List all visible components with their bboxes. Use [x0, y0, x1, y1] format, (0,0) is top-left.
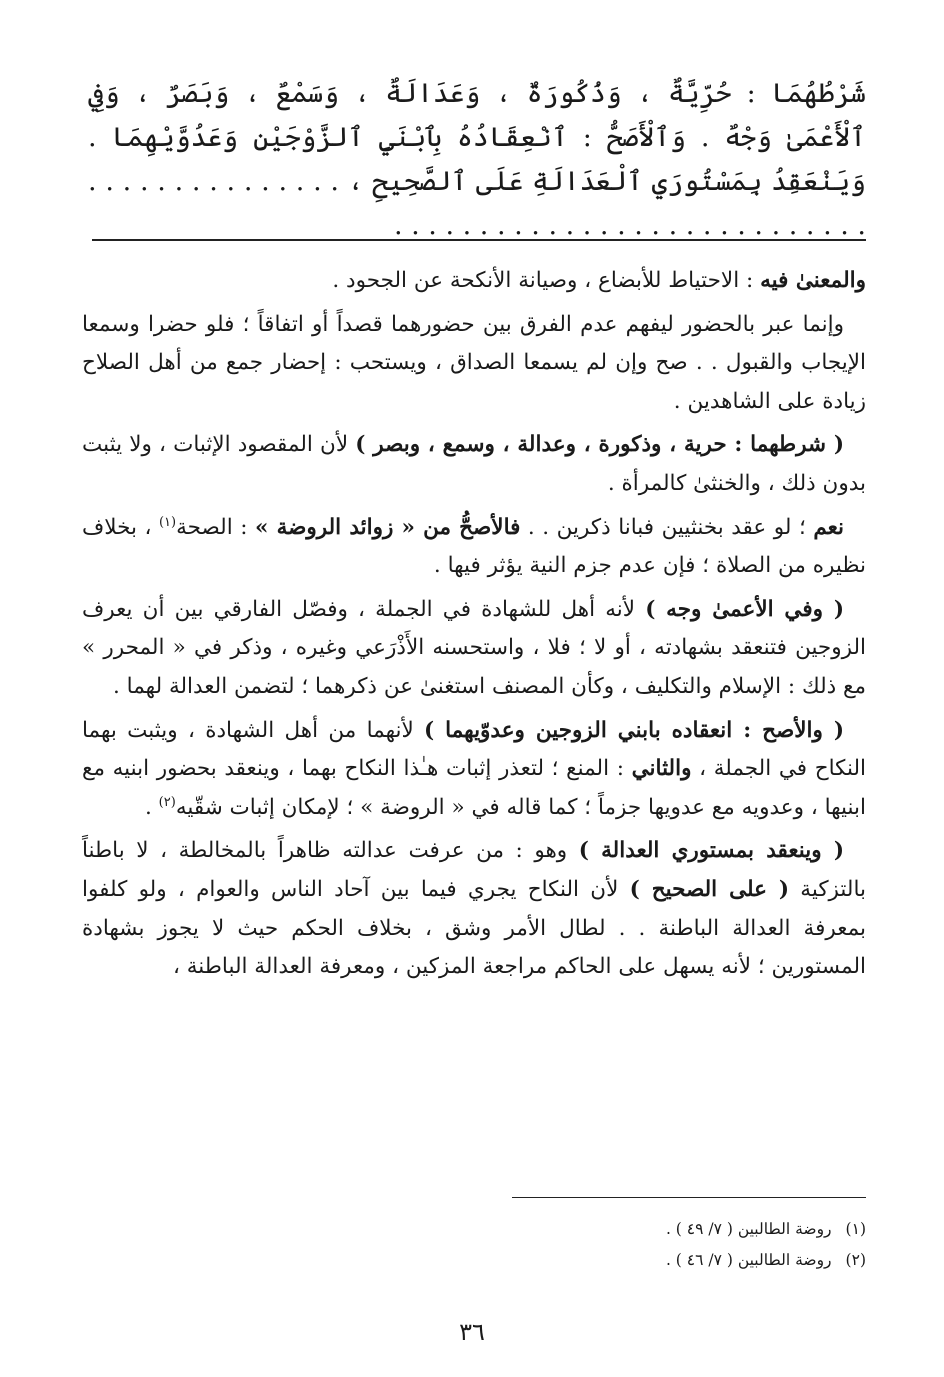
commentary-paragraph: ( شرطهما : حرية ، وذكورة ، وعدالة ، وسمع ، وبصر ) لأن المقصود الإثبات ، ولا يثبت بدون ذلك ، والخنثىٰ كالمرأة . [82, 432, 866, 496]
commentary [82, 262, 866, 992]
matn-text [88, 72, 866, 248]
commentary-paragraph: ( وفي الأعمىٰ وجه ) لأنه أهل للشهادة في الجملة ، وفصّل الفارقي بين أن يعرف الزوجين فتنعقد بشهادته ، أو لا ؛ فلا ، واستحسنه الأَذْرَعي وغيره ، وذكر في « المحرر » مع ذلك : الإسلام والتكليف ، وكأن المصنف استغنىٰ عن ذكرهما ؛ لتضمن العدالة لهما . [82, 596, 866, 699]
footnote: (٢)روضة الطالبين ( ٧/ ٤٦ ) . [665, 1251, 866, 1269]
commentary-paragraph: ( والأصح : انعقاده بابني الزوجين وعدوّيهما ) لأنهما من أهل الشهادة ، ويثبت بهما النكاح في الجملة ، والثاني : المنع ؛ لتعذر إثبات هـٰذا النكاح بهما ، وينعقد بحضور ابنيه مع ابنيها ، وعدويه مع عدويها جزماً ؛ كما قاله في « الروضة » ؛ لإمكان إثبات شقّيه$^{(٢)}$ . [82, 717, 867, 820]
footnote-ref[interactable]: (١) [158, 514, 177, 530]
matn-paragraph: شَرْطُهُمَا : حُرِّيَّةٌ ، وَذُكُورَةٌ ، وَعَدَالَةٌ ، وَسَمْعٌ ، وَبَصَرٌ ، وَفِي ٱلْأَعْمَىٰ وَجْهٌ . وَٱلْأَصَحُّ : ٱنْعِقَادُهُ بِٱبْنَيِ ٱلزَّوْجَيْنِ وَعَدُوَّيْهِمَا . وَيَنْعَقِدُ بِمَسْتُورَيِ ٱلْعَدَالَةِ عَلَى ٱلصَّحِيحِ ، . . . . . . . . . . . . . . . . . . . . . . . . . . . . . . . . . . . . . . . . . . . [88, 78, 866, 241]
commentary-paragraph: نعم ؛ لو عقد بخنثيين فبانا ذكرين . . فالأصحُّ من « زوائد الروضة » : الصحة$^{(١)}$ ، بخلاف نظيره من الصلاة ؛ فإن عدم جزم النية يؤثر فيها . [82, 514, 866, 579]
commentary-paragraph: وإنما عبر بالحضور ليفهم عدم الفرق بين حضورهما قصداً أو اتفاقاً ؛ فلو حضرا وسمعا الإيجاب والقبول . . صح وإن لم يسمعا الصداق ، ويستحب : إحضار جمع من أهل الصلاح زيادة على الشاهدين . [82, 311, 866, 414]
footnote: (١)روضة الطالبين ( ٧/ ٤٩ ) . [665, 1220, 866, 1238]
commentary-paragraph: والمعنىٰ فيه : الاحتياط للأبضاع ، وصيانة الأنكحة عن الجحود . [332, 268, 866, 293]
footnotes [300, 1214, 866, 1276]
page-number: ٣٦ [459, 1318, 485, 1346]
footnote-separator-line [512, 1197, 866, 1198]
commentary-paragraph: ( وينعقد بمستوري العدالة ) وهو : من عرفت عدالته ظاهراً بالمخالطة ، لا باطناً بالتزكية ( على الصحيح ) لأن النكاح يجري فيما بين آحاد الناس والعوام ، ولو كلفوا بمعرفة العدالة الباطنة . . لطال الأمر وشق ، بخلاف الحكم حيث لا يجوز بشهادة المستورين ؛ لأنه يسهل على الحاكم مراجعة المزكين ، ومعرفة العدالة الباطنة ، [82, 838, 866, 980]
footnote-ref[interactable]: (٢) [158, 794, 176, 810]
matn-separator-line [92, 239, 866, 241]
